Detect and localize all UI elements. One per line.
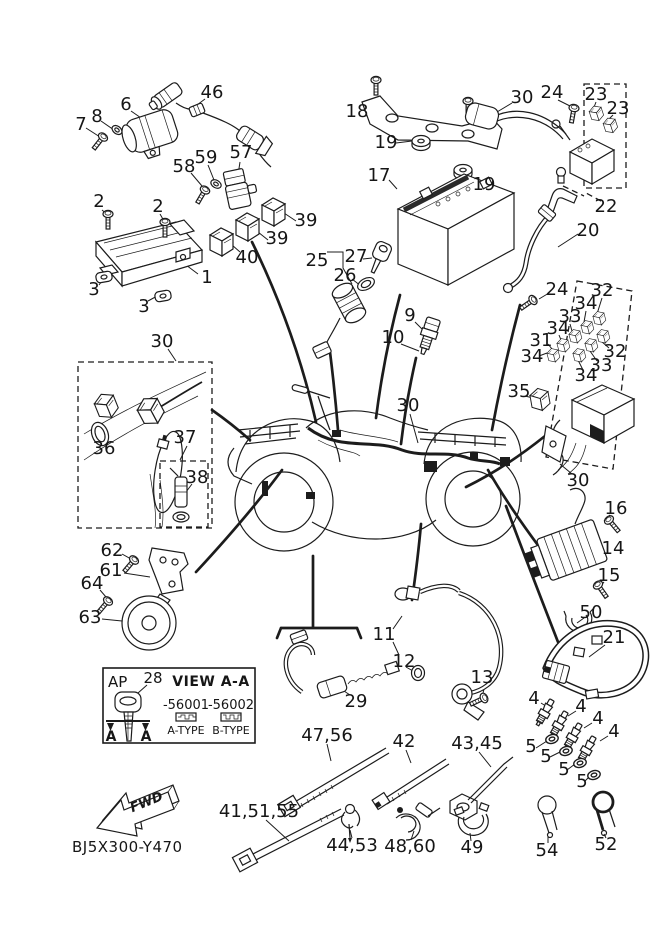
part-callout-32: 32 <box>603 341 627 362</box>
part-callout-27: 27 <box>344 246 368 267</box>
part-callout-47,56: 47,56 <box>301 725 353 746</box>
battery <box>398 174 514 285</box>
key-callout: 28 <box>143 669 163 687</box>
view-box-title: VIEW A-A <box>172 674 250 690</box>
section-letter-left: A <box>105 729 117 745</box>
part-callout-19: 19 <box>472 174 496 195</box>
part-callout-32: 32 <box>590 280 614 301</box>
part-callout-12: 12 <box>392 651 416 672</box>
part-callout-44,53: 44,53 <box>326 835 378 856</box>
part-callout-30: 30 <box>396 395 420 416</box>
part-callout-30: 30 <box>150 331 174 352</box>
part-callout-11: 11 <box>372 624 396 645</box>
part-callout-40: 40 <box>235 247 259 268</box>
clamp-48-60 <box>396 802 440 840</box>
part-callout-62: 62 <box>100 540 124 561</box>
part-callout-4: 4 <box>575 696 587 717</box>
part-callout-52: 52 <box>594 834 618 855</box>
view-aa-box <box>103 668 255 745</box>
part-callout-23: 23 <box>606 98 630 119</box>
part-callout-9: 9 <box>404 305 416 326</box>
part-callout-2: 2 <box>152 196 164 217</box>
part-callout-19: 19 <box>374 132 398 153</box>
part-callout-4: 4 <box>528 688 540 709</box>
type-b-code: -56002 <box>207 698 255 713</box>
part-callout-38: 38 <box>185 467 209 488</box>
part-callout-7: 7 <box>75 114 87 135</box>
part-callout-34: 34 <box>574 293 598 314</box>
part-callout-5: 5 <box>525 736 537 757</box>
part-callout-34: 34 <box>520 346 544 367</box>
plug-wire-harness <box>542 623 646 699</box>
thermo-sensor <box>415 316 442 356</box>
part-callout-57: 57 <box>229 142 253 163</box>
part-callout-26: 26 <box>333 265 357 286</box>
part-callout-54: 54 <box>535 840 559 861</box>
part-callout-39: 39 <box>294 210 318 231</box>
part-callout-64: 64 <box>80 573 104 594</box>
part-callout-34: 34 <box>546 318 570 339</box>
part-callout-3: 3 <box>88 279 100 300</box>
part-callout-22: 22 <box>594 196 618 217</box>
part-callout-10: 10 <box>381 327 405 348</box>
part-callout-39: 39 <box>265 228 289 249</box>
part-callout-63: 63 <box>78 607 102 628</box>
fwd-arrow-label: FWD <box>128 789 166 817</box>
part-callout-24: 24 <box>545 279 569 300</box>
part-callout-5: 5 <box>558 759 570 780</box>
ecu-unit <box>95 210 202 302</box>
cable-tie-42 <box>372 759 449 809</box>
part-callout-58: 58 <box>172 156 196 177</box>
part-callout-17: 17 <box>367 165 391 186</box>
part-callout-61: 61 <box>99 560 123 581</box>
type-b-label: B-TYPE <box>212 724 250 737</box>
part-callout-21: 21 <box>602 627 626 648</box>
part-callout-4: 4 <box>592 708 604 729</box>
view-box-corner-label: AP <box>108 673 128 691</box>
part-callout-16: 16 <box>604 498 628 519</box>
part-callout-3: 3 <box>138 296 150 317</box>
part-callout-18: 18 <box>345 101 369 122</box>
part-callout-23: 23 <box>584 84 608 105</box>
atv-silhouette <box>228 384 521 551</box>
part-callout-35: 35 <box>507 381 531 402</box>
part-callout-34: 34 <box>574 365 598 386</box>
part-callout-4: 4 <box>608 721 620 742</box>
part-callout-42: 42 <box>392 731 416 752</box>
part-callout-30: 30 <box>510 87 534 108</box>
part-callout-50: 50 <box>579 602 603 623</box>
callout-layer <box>75 82 629 861</box>
part-callout-33: 33 <box>589 355 613 376</box>
part-callout-49: 49 <box>460 837 484 858</box>
part-callout-43,45: 43,45 <box>451 733 503 754</box>
part-callout-20: 20 <box>576 220 600 241</box>
part-callout-30: 30 <box>566 470 590 491</box>
lead-wire-assembly <box>193 166 259 209</box>
a-type-profile-icon <box>176 713 196 721</box>
part-callout-15: 15 <box>597 565 621 586</box>
part-callout-24: 24 <box>540 82 564 103</box>
type-a-label: A-TYPE <box>167 724 205 737</box>
section-letter-right: A <box>140 729 152 745</box>
part-callout-25: 25 <box>305 250 329 271</box>
part-callout-13: 13 <box>470 667 494 688</box>
type-a-code: -56001 <box>162 698 210 713</box>
part-callout-29: 29 <box>344 691 368 712</box>
part-callout-8: 8 <box>91 106 103 127</box>
part-callout-41,51,55: 41,51,55 <box>218 801 300 822</box>
b-type-profile-icon <box>221 713 241 721</box>
part-callout-5: 5 <box>540 746 552 767</box>
part-callout-2: 2 <box>93 191 105 212</box>
part-callout-1: 1 <box>201 267 213 288</box>
band-clamp-52 <box>593 792 615 836</box>
drawing-code: BJ5X300-Y470 <box>72 838 183 856</box>
part-callout-46: 46 <box>200 82 224 103</box>
band-clamp-54 <box>538 796 557 838</box>
part-callout-59: 59 <box>194 147 218 168</box>
fwd-arrow <box>97 785 179 836</box>
part-callout-31: 31 <box>529 330 553 351</box>
part-callout-14: 14 <box>601 538 625 559</box>
part-callout-48,60: 48,60 <box>384 836 436 857</box>
coil-bolt <box>90 131 109 152</box>
part-callout-36: 36 <box>92 438 116 459</box>
part-callout-33: 33 <box>558 306 582 327</box>
part-callout-37: 37 <box>173 427 197 448</box>
part-callout-5: 5 <box>576 771 588 792</box>
part-callout-6: 6 <box>120 94 132 115</box>
